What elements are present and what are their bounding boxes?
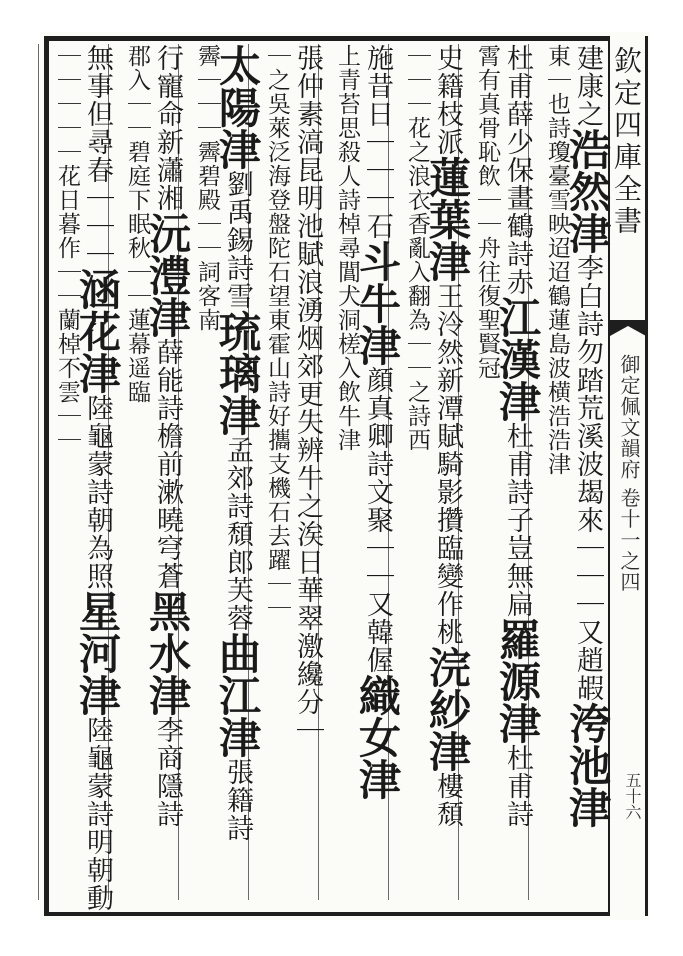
text-segment: 劉禹錫詩雪 — [222, 170, 253, 310]
headword: 星河津 — [73, 590, 122, 716]
headword: 斗牛津 — [353, 240, 402, 366]
text-segment: ｜｜｜ — [404, 44, 430, 116]
text-segment: 陸龜蒙詩明朝動 — [82, 716, 113, 912]
text-column — [116, 44, 158, 904]
text-segment: 郡入｜｜ — [124, 44, 150, 140]
text-segment: 詩瓊臺雪映迢迢鶴蓮島波横浩浩津 — [544, 116, 570, 476]
headword: 蓮葉津 — [423, 156, 472, 282]
text-segment: 杜甫詩子豈無扁 — [502, 422, 533, 618]
headword: 浩 — [563, 128, 612, 170]
text-column — [466, 44, 508, 904]
text-segment: 孟郊詩頹郎芙蓉 — [222, 436, 253, 632]
text-column — [186, 44, 228, 904]
text-segment: 李白詩勿踏荒溪波朅來｜｜｜又趙嘏 — [572, 254, 603, 702]
headword: 太陽津 — [213, 44, 262, 170]
text-segment: 杜甫詩 — [502, 744, 533, 828]
text-segment: 花之浪衣香亂入翻為｜｜之 — [404, 116, 430, 404]
text-segment: 陸龜蒙詩朝為照 — [82, 394, 113, 590]
text-column — [326, 44, 368, 904]
text-segment: 行寵命新瀟湘 — [152, 44, 183, 212]
text-segment: 東｜也 — [544, 44, 570, 116]
headword: 琉璃津 — [213, 310, 262, 436]
headword: 曲江津 — [213, 632, 262, 758]
text-segment: ｜之吳萊泛海登盤陀石望東霍山詩好攜支機石去躍｜｜ — [264, 44, 290, 620]
text-segment: 施昔日｜｜｜石 — [362, 44, 393, 240]
book-title: 欽定四庫全書 — [610, 46, 643, 238]
text-segment: 蓮幕遥臨 — [124, 308, 150, 404]
text-segment: 樓頹 — [432, 772, 463, 828]
text-segment: 杜甫薛少保畫鶴詩赤 — [502, 44, 533, 296]
text-segment: 花日暮作｜｜ — [54, 164, 80, 308]
headword: 織女津 — [353, 674, 402, 800]
headword: 洿池津 — [563, 702, 612, 828]
text-segment: 詩西 — [404, 404, 430, 452]
text-column — [536, 44, 578, 904]
text-segment: 張籍詩 — [222, 758, 253, 842]
page-number: 五十六 — [623, 772, 642, 820]
text-segment: 舟往復 — [474, 236, 500, 308]
text-segment: 王泠然新潭賦騎影攢臨變作桃 — [432, 282, 463, 646]
text-column — [256, 44, 298, 904]
text-column — [396, 44, 438, 904]
headword: 涵花津 — [73, 268, 122, 394]
column-rule — [38, 44, 39, 900]
text-segment: ｜｜｜｜｜ — [54, 44, 80, 164]
headword: 江漢津 — [493, 296, 542, 422]
text-segment: 霽｜｜｜ — [194, 44, 220, 140]
text-segment: 詩棹尋閶犬洞槎入飲牛津 — [334, 188, 360, 452]
text-segment: 顔真卿詩文聚｜｜又韓偓 — [362, 366, 393, 674]
section-title: 御定佩文韻府 卷十一之四 — [617, 354, 641, 593]
fish-tail-mark-icon — [610, 316, 646, 346]
text-segment: 史籍枝派 — [432, 44, 463, 156]
text-segment: 詞客南 — [194, 260, 220, 332]
headword: 然津 — [563, 170, 612, 254]
text-segment: 霽碧殿｜｜ — [194, 140, 220, 260]
headword: 浣紗津 — [423, 646, 472, 772]
text-segment: 碧庭下眠秋｜｜ — [124, 140, 150, 308]
text-segment: 張仲素滈昆明池賦浪湧烟郊更失辨牛之涘日華翠激纔分｜ — [292, 44, 323, 744]
text-segment: 建康之 — [572, 44, 603, 128]
page-edge-strip — [608, 36, 648, 916]
headword: 羅源津 — [493, 618, 542, 744]
text-segment: 薛能詩檐前漱曉穹蒼 — [152, 338, 183, 590]
text-segment: 李商隱詩 — [152, 716, 183, 828]
text-segment: 上青苔思殺人 — [334, 44, 360, 188]
text-segment: 蘭棹不雲｜｜ — [54, 308, 80, 452]
headword: 沅澧津 — [143, 212, 192, 338]
headword: 黑水津 — [143, 590, 192, 716]
text-segment: 霄有真骨恥飲｜｜ — [474, 44, 500, 236]
text-segment: 聖賢冠 — [474, 308, 500, 380]
text-segment: 無事但尋春｜｜｜ — [82, 44, 113, 268]
text-column — [46, 44, 88, 904]
